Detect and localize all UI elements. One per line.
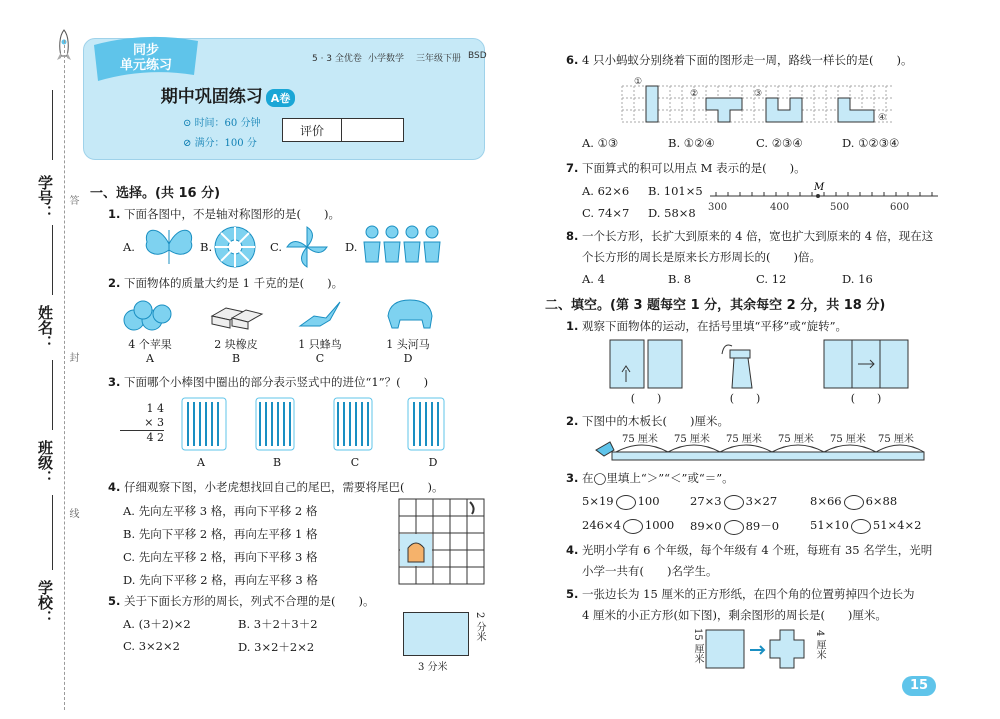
q6-mark-4: ④ xyxy=(878,113,887,123)
q4-option-a[interactable]: A. 先向左平移 3 格，再向下平移 2 格 xyxy=(123,504,318,518)
q7-num: 7. xyxy=(566,161,579,175)
q6-mark-1: ① xyxy=(634,77,643,87)
q3-letter-a[interactable]: A xyxy=(197,456,205,469)
q7-number-line xyxy=(706,180,940,216)
board-seg-4: 75 厘米 xyxy=(778,434,814,445)
section-2-heading: 二、填空。(第 3 题每空 1 分，其余每空 2 分，共 18 分) xyxy=(545,298,886,313)
compare-circle[interactable] xyxy=(724,520,744,535)
q1-stem xyxy=(108,206,340,222)
score-text: 满分：100 分 xyxy=(194,138,257,149)
q7-point-m: M xyxy=(814,182,825,193)
compare-circle[interactable] xyxy=(616,495,636,510)
q1-option-b[interactable]: B. xyxy=(200,240,213,254)
compare-row-2-b xyxy=(690,518,779,535)
board-seg-3: 75 厘米 xyxy=(726,434,762,445)
q6-text: 4 只小蚂蚁分别绕着下面的图形走一周，路线一样长的是( )。 xyxy=(582,53,913,67)
margin-mark-answer: 答 xyxy=(67,195,78,205)
q5-option-c[interactable]: C. 3×2×2 xyxy=(123,639,180,653)
fill-q3-num: 3. xyxy=(566,471,579,485)
fill-q3-stem xyxy=(566,470,734,486)
board-seg-1: 75 厘米 xyxy=(622,434,658,445)
calc-mult xyxy=(120,416,164,431)
cmp-2c-left: 51×10 xyxy=(810,518,849,532)
q3-letter-b[interactable]: B xyxy=(272,456,282,469)
q2-caption-d: 1 头河马 xyxy=(386,338,430,351)
q5-option-b[interactable]: B. 3＋2＋3＋2 xyxy=(238,617,318,631)
q8-option-b[interactable]: B. 8 xyxy=(668,272,692,286)
cmp-2b-right: 89－0 xyxy=(745,519,780,533)
q8-text: 一个长方形，长扩大到原来的 4 倍，宽也扩大到原来的 4 倍，现在这 xyxy=(582,229,934,243)
q8-option-c[interactable]: C. 12 xyxy=(756,272,787,286)
practice-badge xyxy=(106,43,186,73)
margin-mark-line: 线 xyxy=(67,508,78,518)
q6-mark-2: ② xyxy=(690,89,699,99)
fill-q2-num: 2. xyxy=(566,414,579,428)
q7-tick-600: 600 xyxy=(890,202,910,213)
compare-circle[interactable] xyxy=(623,519,643,534)
fill-q4-text: 光明小学有 6 个年级，每个年级有 4 个班，每班有 35 名学生，光明 xyxy=(582,543,933,557)
name-label: 姓名： xyxy=(36,305,54,350)
q5-text: 关于下面长方形的周长，列式不合理的是( )。 xyxy=(124,594,375,608)
score-info: ⊘ 满分：100 分 xyxy=(183,138,257,149)
q7-tick-400: 400 xyxy=(770,202,790,213)
paper-cut-icon xyxy=(212,224,258,270)
butterfly-icon xyxy=(141,224,197,268)
evaluation-box xyxy=(282,118,404,142)
hummingbird-icon xyxy=(296,296,344,334)
q5-cut-side-label: 4 厘米 xyxy=(814,630,825,660)
fill-q1-num: 1. xyxy=(566,319,579,333)
page-number: 15 xyxy=(902,676,936,696)
calc-top: 1 4 xyxy=(146,402,164,415)
compare-circle[interactable] xyxy=(851,519,871,534)
q5-option-a[interactable]: A. (3＋2)×2 xyxy=(123,617,191,631)
student-id-label: 学号： xyxy=(36,175,54,220)
margin-mark-seal: 封 xyxy=(67,352,78,362)
q3-letter-d[interactable]: D xyxy=(428,456,438,469)
q4-stem xyxy=(108,479,444,495)
q5-num: 5. xyxy=(108,594,121,608)
q6-option-a[interactable]: A. ①③ xyxy=(582,136,619,150)
q3-num: 3. xyxy=(108,375,121,389)
cmp-2a-left: 246×4 xyxy=(582,518,621,532)
q6-num: 6. xyxy=(566,53,579,67)
sliding-window-icon xyxy=(608,338,684,390)
fill-q1-text: 观察下面物体的运动，在括号里填“平移”或“旋转”。 xyxy=(582,319,848,333)
q1-option-a[interactable]: A. xyxy=(123,240,135,254)
class-field[interactable] xyxy=(52,360,53,430)
q4-option-d[interactable]: D. 先向下平移 2 格，再向左平移 3 格 xyxy=(123,573,318,587)
apples-icon xyxy=(122,298,174,334)
q3-letter-c[interactable]: C xyxy=(350,456,360,469)
fill-q1-blank-3[interactable]: ( ) xyxy=(850,392,882,405)
fill-q3-text: 在◯里填上“＞”“＜”或“＝”。 xyxy=(582,471,734,485)
title-text: 期中巩固练习 xyxy=(160,87,263,107)
q2-letter-b[interactable]: B xyxy=(231,352,241,365)
cmp-1c-right: 6×88 xyxy=(865,494,898,508)
spray-bottle-icon xyxy=(720,340,770,390)
q6-option-c[interactable]: C. ②③④ xyxy=(756,136,803,150)
q4-option-c[interactable]: C. 先向左平移 2 格，再向下平移 3 格 xyxy=(123,550,318,564)
q2-letter-d[interactable]: D xyxy=(403,352,413,365)
q5-rectangle xyxy=(403,612,469,656)
badge-line-2: 单元练习 xyxy=(119,58,172,73)
fill-q2-text: 下图中的木板长( )厘米。 xyxy=(582,414,730,428)
q5-height-label: 2 分米 xyxy=(474,612,485,642)
board-seg-5: 75 厘米 xyxy=(830,434,866,445)
calc-result: 4 2 xyxy=(146,431,164,444)
q7-tick-300: 300 xyxy=(708,202,728,213)
q8-option-d[interactable]: D. 16 xyxy=(842,272,873,286)
fill-q1-blank-1[interactable]: ( ) xyxy=(630,392,662,405)
calc-mult-text: × 3 xyxy=(144,416,164,429)
fill-q1-blank-2[interactable]: ( ) xyxy=(729,392,761,405)
header-subject: 小学数学 xyxy=(368,54,405,64)
q1-num: 1. xyxy=(108,207,121,221)
cut-square-diagram xyxy=(704,628,808,672)
header-brand: 5 · 3 全优卷 xyxy=(312,54,362,64)
fold-line xyxy=(64,40,65,710)
badge-line-1: 同步 xyxy=(132,43,159,58)
q8-stem xyxy=(566,228,933,244)
cmp-2c-right: 51×4×2 xyxy=(872,518,922,532)
q7-option-b[interactable]: B. 101×5 xyxy=(648,184,703,198)
cmp-1c-left: 8×66 xyxy=(810,494,842,508)
compare-row-1-a xyxy=(582,494,660,510)
section-1-heading: 一、选择。(共 16 分) xyxy=(90,186,221,201)
q8-option-a[interactable]: A. 4 xyxy=(582,272,605,286)
cmp-1a-left: 5×19 xyxy=(582,494,614,508)
q1-option-d[interactable]: D. xyxy=(345,240,358,254)
q2-letter-c[interactable]: C xyxy=(315,352,325,365)
time-info: ⊙ 时间：60 分钟 xyxy=(183,118,261,129)
hippo-icon xyxy=(384,294,436,334)
q6-option-b[interactable]: B. ①②④ xyxy=(668,136,715,150)
fill-q4-stem xyxy=(566,542,932,558)
q7-option-d[interactable]: D. 58×8 xyxy=(648,206,696,220)
class-label: 班级： xyxy=(36,440,54,485)
page-title xyxy=(118,82,338,107)
q2-caption-b: 2 块橡皮 xyxy=(214,338,258,351)
fill-q5-stem xyxy=(566,586,914,602)
q7-stem xyxy=(566,160,806,176)
cmp-1b-right: 3×27 xyxy=(745,494,778,508)
q2-letter-a[interactable]: A xyxy=(146,352,154,365)
q2-text: 下面物体的质量大约是 1 千克的是( )。 xyxy=(124,276,344,290)
compare-circle[interactable] xyxy=(724,495,744,510)
q2-stem xyxy=(108,275,343,291)
cmp-2b-left: 89×0 xyxy=(690,519,722,533)
header-grade: 三年级下册 xyxy=(416,54,462,64)
q5-width-label: 3 分米 xyxy=(418,662,448,673)
compare-row-1-c xyxy=(810,494,897,510)
q6-mark-3: ③ xyxy=(754,89,763,99)
fill-q4-num: 4. xyxy=(566,543,579,557)
q7-tick-500: 500 xyxy=(830,202,850,213)
cmp-2a-right: 1000 xyxy=(644,518,675,532)
q8-stem-line2: 个长方形的周长是原来长方形周长的( )倍。 xyxy=(582,250,821,264)
q7-text: 下面算式的积可以用点 M 表示的是( )。 xyxy=(582,161,806,175)
compare-row-2-a xyxy=(582,518,674,534)
q6-option-d[interactable]: D. ①②③④ xyxy=(842,136,900,150)
q7-option-a[interactable]: A. 62×6 xyxy=(582,184,630,198)
fill-q5-num: 5. xyxy=(566,587,579,601)
eval-field[interactable] xyxy=(342,119,403,141)
q5-stem xyxy=(108,593,375,609)
name-field[interactable] xyxy=(52,225,53,295)
eval-label: 评价 xyxy=(283,119,342,141)
cmp-1b-left: 27×3 xyxy=(690,494,722,508)
time-text: 时间：60 分钟 xyxy=(194,118,261,129)
q1-text: 下面各图中，不是轴对称图形的是( )。 xyxy=(124,207,341,221)
compare-circle[interactable] xyxy=(844,495,864,510)
title-tag: A卷 xyxy=(266,89,296,107)
student-id-field[interactable] xyxy=(52,90,53,160)
fill-q5-stem-line2: 4 厘米的小正方形(如下图)，剩余图形的周长是( )厘米。 xyxy=(582,608,887,622)
board-seg-6: 75 厘米 xyxy=(878,434,914,445)
q2-caption-a: 4 个苹果 xyxy=(128,338,172,351)
school-field[interactable] xyxy=(52,495,53,570)
q2-caption-c: 1 只蜂鸟 xyxy=(298,338,342,351)
cmp-1a-right: 100 xyxy=(637,494,660,508)
school-label: 学校： xyxy=(36,580,54,625)
compare-row-2-c xyxy=(810,518,921,534)
fill-q1-stem xyxy=(566,318,847,334)
compare-row-1-b xyxy=(690,494,777,510)
q6-stem xyxy=(566,52,912,68)
fill-q4-stem-line2: 小学一共有( )名学生。 xyxy=(582,564,718,578)
q2-num: 2. xyxy=(108,276,121,290)
board-seg-2: 75 厘米 xyxy=(674,434,710,445)
paper-dolls-icon xyxy=(362,222,442,268)
q7-option-c[interactable]: C. 74×7 xyxy=(582,206,630,220)
q1-option-c[interactable]: C. xyxy=(270,240,283,254)
q3-stem xyxy=(108,374,428,390)
q8-num: 8. xyxy=(566,229,579,243)
q5-option-d[interactable]: D. 3×2＋2×2 xyxy=(238,640,315,654)
erasers-icon xyxy=(210,302,264,330)
fill-q2-stem xyxy=(566,413,729,429)
fill-q5-text: 一张边长为 15 厘米的正方形纸，在四个角的位置剪掉四个边长为 xyxy=(582,587,915,601)
pinwheel-icon xyxy=(284,224,330,270)
q6-ant-grid xyxy=(620,76,894,132)
sliding-door-icon xyxy=(822,338,910,390)
q4-num: 4. xyxy=(108,480,121,494)
q4-grid-tiger xyxy=(398,498,486,586)
q4-text: 仔细观察下图，小老虎想找回自己的尾巴，需要将尾巴( )。 xyxy=(124,480,444,494)
q3-vertical-calc xyxy=(120,402,164,445)
header-edition: BSD xyxy=(468,51,487,61)
q3-text: 下面哪个小棒图中圈出的部分表示竖式中的进位“1”？( ) xyxy=(124,375,429,389)
q3-stick-diagrams xyxy=(178,396,448,454)
q5-square-side-label: 15 厘米 xyxy=(692,628,703,664)
q4-option-b[interactable]: B. 先向下平移 2 格，再向左平移 1 格 xyxy=(123,527,318,541)
